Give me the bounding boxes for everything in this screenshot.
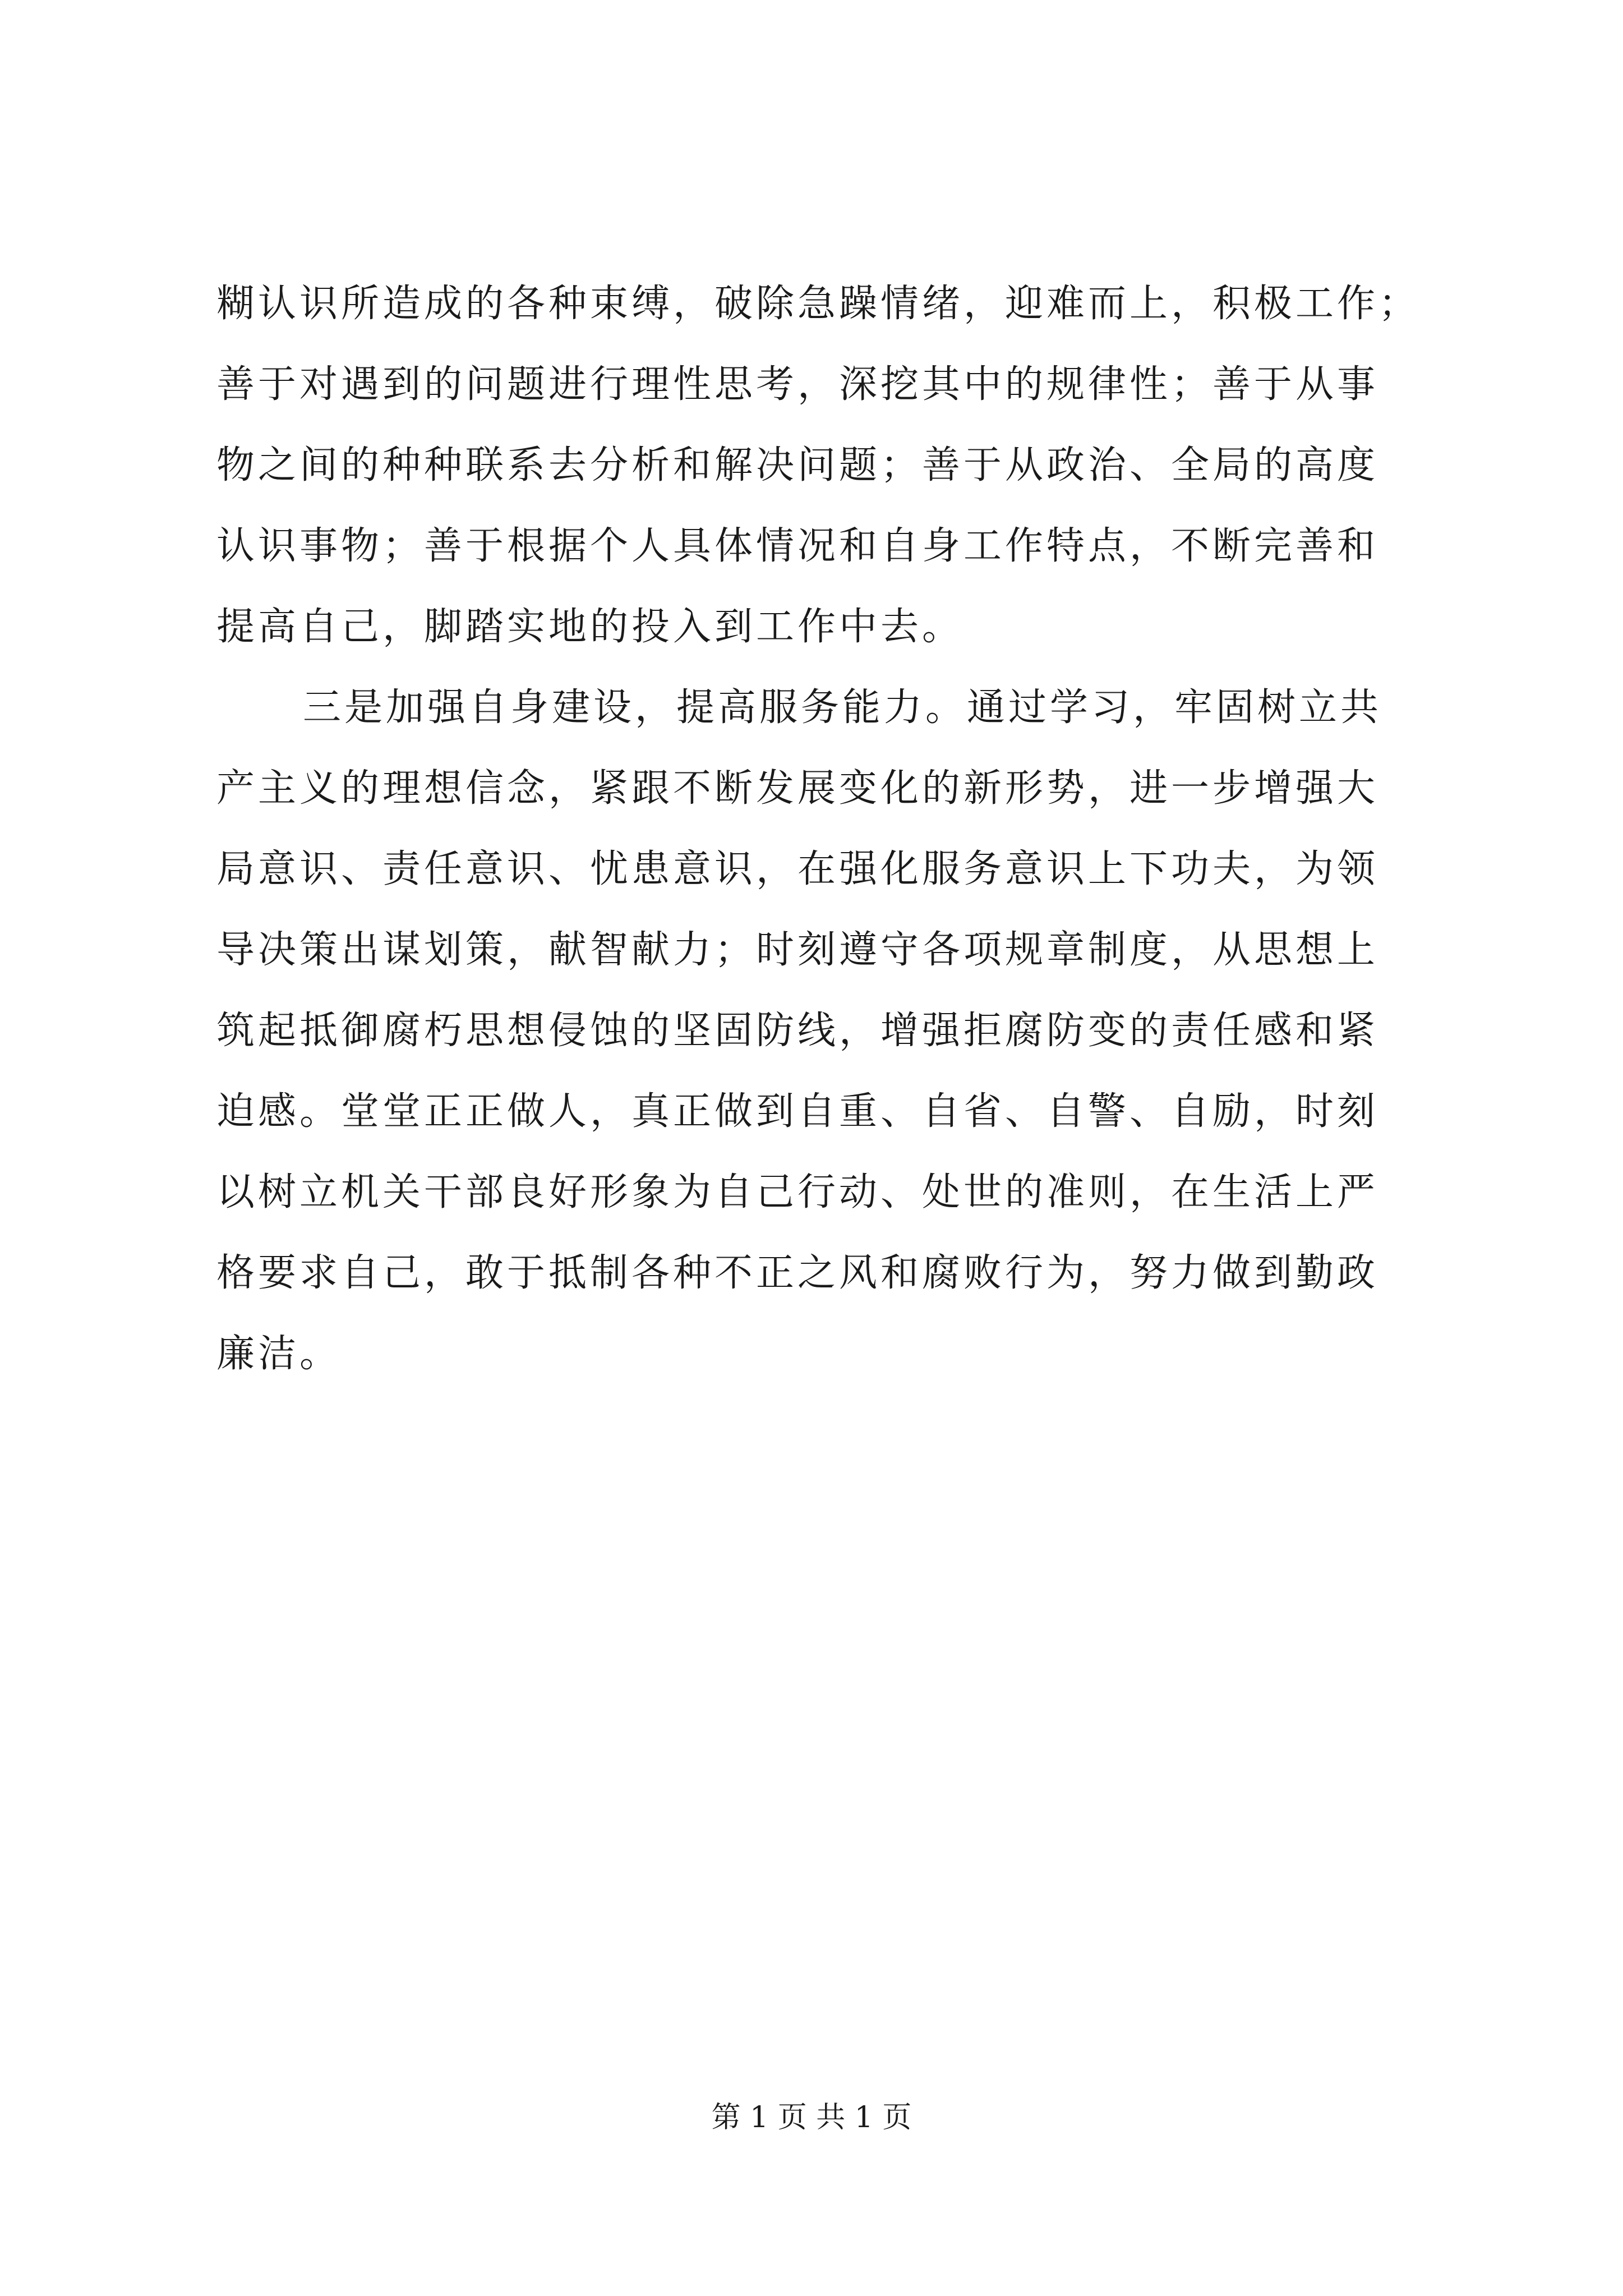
paragraph-2 <box>216 668 1439 1395</box>
text-line: 三是加强自身建设，提高服务能力。通过学习，牢固树立共 <box>303 685 1382 730</box>
document-body <box>216 264 1439 1395</box>
text-line: 筑起抵御腐朽思想侵蚀的坚固防线，增强拒腐防变的责任感和紧 <box>216 1009 1379 1053</box>
text-line: 廉洁。 <box>216 1332 342 1376</box>
text-line: 提高自己，脚踏实地的投入到工作中去。 <box>216 605 964 649</box>
text-line: 迫感。堂堂正正做人，真正做到自重、自省、自警、自励，时刻 <box>216 1089 1379 1134</box>
text-line: 格要求自己，敢于抵制各种不正之风和腐败行为，努力做到勤政 <box>216 1251 1379 1295</box>
text-line: 物之间的种种联系去分析和解决问题；善于从政治、全局的高度 <box>216 443 1379 487</box>
text-line: 导决策出谋划策，献智献力；时刻遵守各项规章制度，从思想上 <box>216 928 1379 972</box>
text-line: 认识事物；善于根据个人具体情况和自身工作特点，不断完善和 <box>216 524 1379 568</box>
text-line: 糊认识所造成的各种束缚，破除急躁情绪，迎难而上，积极工作； <box>216 282 1421 326</box>
page-number-footer: 第 1 页 共 1 页 <box>711 2101 912 2134</box>
text-line: 产主义的理想信念，紧跟不断发展变化的新形势，进一步增强大 <box>216 766 1379 811</box>
text-line: 善于对遇到的问题进行理性思考，深挖其中的规律性；善于从事 <box>216 362 1379 407</box>
text-line: 以树立机关干部良好形象为自己行动、处世的准则，在生活上严 <box>216 1170 1379 1214</box>
paragraph-1 <box>216 264 1439 668</box>
text-line: 局意识、责任意识、忧患意识，在强化服务意识上下功夫，为领 <box>216 847 1379 891</box>
